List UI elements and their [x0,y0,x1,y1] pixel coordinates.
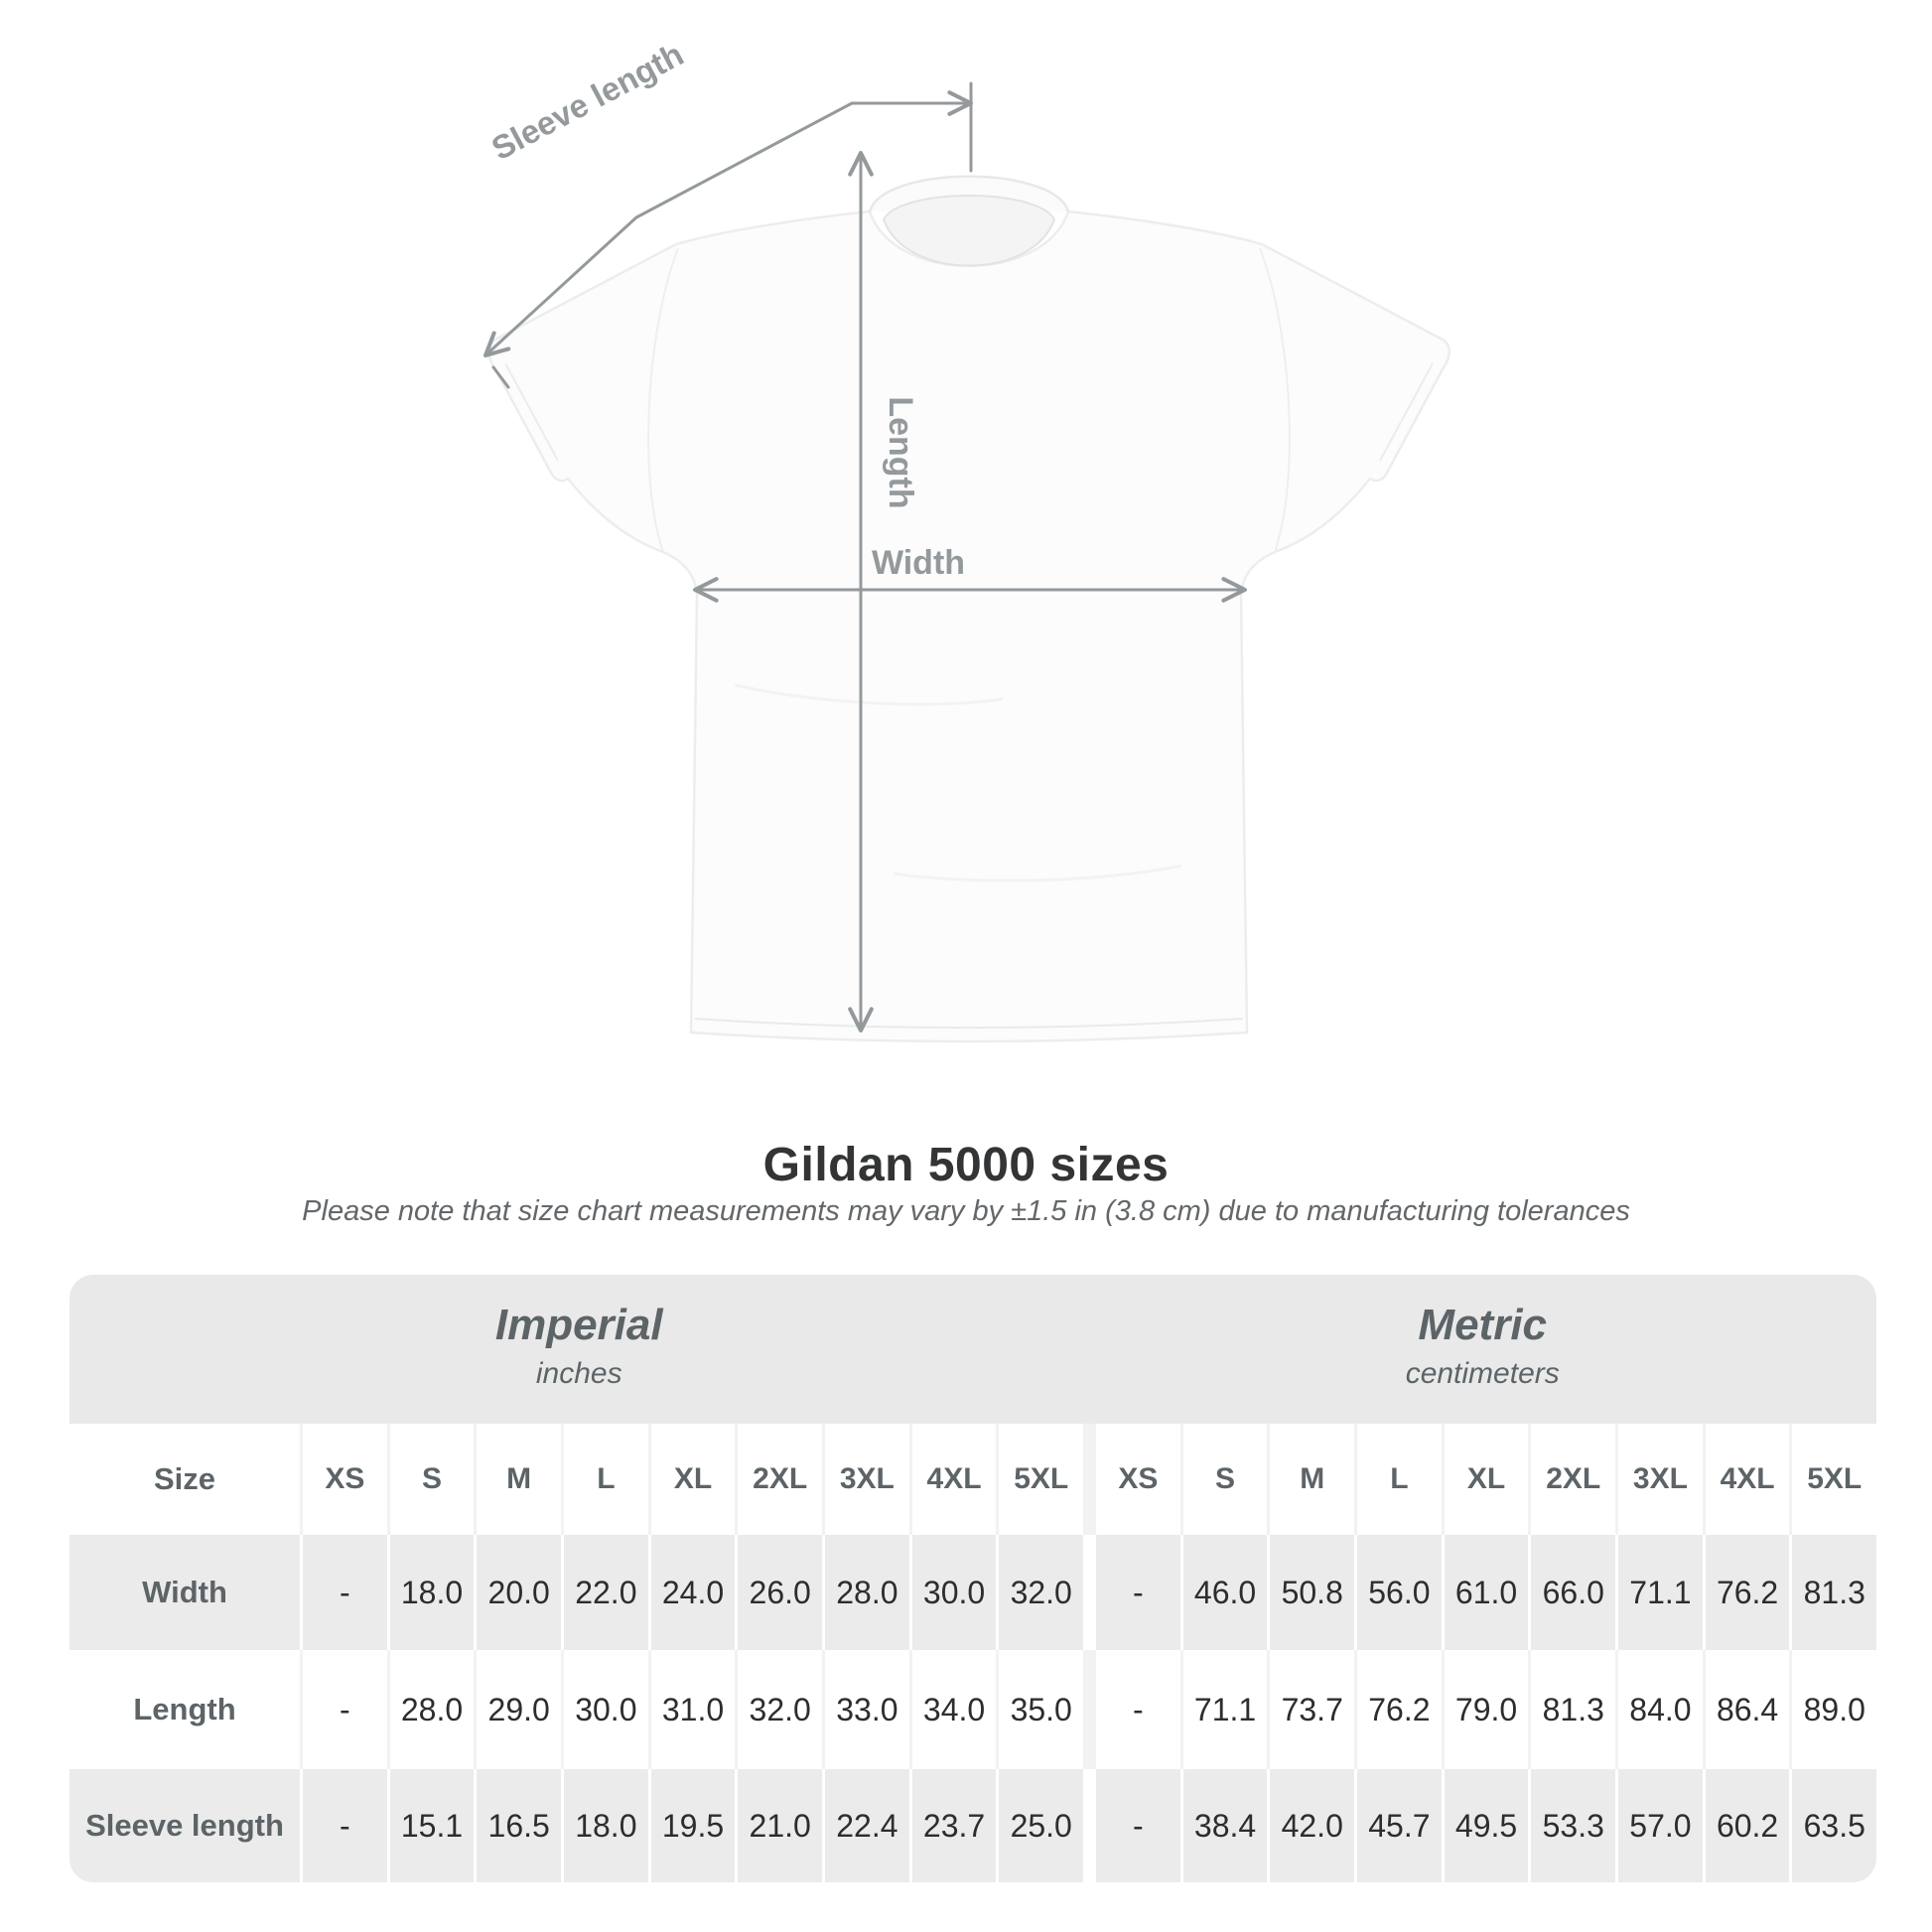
value-cell: 50.8 [1267,1535,1354,1650]
size-table [69,1275,1876,1882]
tshirt-illustration [488,177,1449,1041]
value-cell: 16.5 [474,1769,561,1882]
size-corner-label: Size [153,1461,216,1496]
value-cell: 22.4 [822,1769,909,1882]
value-cell: 57.0 [1615,1769,1703,1882]
size-header-cell: S [387,1424,475,1535]
value-cell: 35.0 [996,1650,1083,1769]
imperial-label: Imperial [494,1301,663,1349]
row-label: Sleeve length [69,1769,300,1882]
page-title: Gildan 5000 sizes [762,1139,1170,1191]
value-cell: 38.4 [1180,1769,1268,1882]
value-cell: 71.1 [1180,1650,1268,1769]
value-cell: 71.1 [1615,1535,1703,1650]
value-cell: 30.0 [561,1650,648,1769]
size-header-cell: M [1267,1424,1354,1535]
value-cell: 32.0 [996,1535,1083,1650]
size-header-cell: M [474,1424,561,1535]
value-cell: 22.0 [561,1535,648,1650]
value-cell: 86.4 [1703,1650,1790,1769]
size-header-cell: 3XL [822,1424,909,1535]
imperial-unit-label: inches [535,1357,622,1390]
value-cell: 24.0 [648,1535,736,1650]
value-cell: 84.0 [1615,1650,1703,1769]
value-cell: 76.2 [1703,1535,1790,1650]
value-cell: 15.1 [387,1769,475,1882]
value-cell: 19.5 [648,1769,736,1882]
size-header-cell: XL [1442,1424,1529,1535]
value-cell: 28.0 [387,1650,475,1769]
value-cell: 23.7 [909,1769,997,1882]
imperial-header [69,1301,1088,1394]
value-cell: 34.0 [909,1650,997,1769]
row-label: Width [69,1535,300,1650]
value-cell: - [300,1535,387,1650]
size-header-cell: 2XL [1528,1424,1615,1535]
size-table-body [69,1424,1876,1882]
width-label: Width [871,544,966,582]
value-cell: 32.0 [735,1650,822,1769]
size-header-cell: XS [300,1424,387,1535]
value-cell: 18.0 [387,1535,475,1650]
table-row [69,1535,1876,1650]
metric-unit-label: centimeters [1405,1357,1560,1390]
value-cell: - [300,1769,387,1882]
sleeve-length-label: Sleeve length [484,35,690,168]
value-cell: 30.0 [909,1535,997,1650]
unit-header-band [69,1275,1876,1424]
value-cell: 33.0 [822,1650,909,1769]
size-header-cell: L [561,1424,648,1535]
value-cell: 89.0 [1789,1650,1876,1769]
value-cell: 63.5 [1789,1769,1876,1882]
size-header-cell: 4XL [1703,1424,1790,1535]
value-cell: 66.0 [1528,1535,1615,1650]
size-header-cell: XS [1083,1424,1180,1535]
value-cell: 21.0 [735,1769,822,1882]
value-cell: 73.7 [1267,1650,1354,1769]
value-cell: 25.0 [996,1769,1083,1882]
size-header-cell: 4XL [909,1424,997,1535]
value-cell: - [1083,1769,1180,1882]
value-cell: 61.0 [1442,1535,1529,1650]
value-cell: 49.5 [1442,1769,1529,1882]
value-cell: 31.0 [648,1650,736,1769]
value-cell: 46.0 [1180,1535,1268,1650]
value-cell: 26.0 [735,1535,822,1650]
value-cell: 18.0 [561,1769,648,1882]
metric-label: Metric [1418,1301,1548,1349]
size-header-cell: 2XL [735,1424,822,1535]
table-row [69,1424,1876,1535]
value-cell: 76.2 [1354,1650,1442,1769]
value-cell: 42.0 [1267,1769,1354,1882]
size-header-cell: 5XL [1789,1424,1876,1535]
table-row [69,1650,1876,1769]
size-header-cell: L [1354,1424,1442,1535]
value-cell: - [300,1650,387,1769]
value-cell: 79.0 [1442,1650,1529,1769]
value-cell: 45.7 [1354,1769,1442,1882]
value-cell: 81.3 [1528,1650,1615,1769]
size-header-cell: XL [648,1424,736,1535]
length-label: Length [882,396,919,509]
value-cell: 56.0 [1354,1535,1442,1650]
table-row [69,1769,1876,1882]
size-header-cell: 5XL [996,1424,1083,1535]
value-cell: 20.0 [474,1535,561,1650]
value-cell: 29.0 [474,1650,561,1769]
value-cell: - [1083,1650,1180,1769]
value-cell: 28.0 [822,1535,909,1650]
metric-header [1088,1301,1876,1394]
value-cell: 81.3 [1789,1535,1876,1650]
size-header-cell: S [1180,1424,1268,1535]
value-cell: 60.2 [1703,1769,1790,1882]
size-header-cell: 3XL [1615,1424,1703,1535]
row-label: Length [133,1692,236,1726]
value-cell: - [1083,1535,1180,1650]
page-subtitle: Please note that size chart measurements may vary by ±1.5 in (3.8 cm) due to manufacturing tolerances [302,1195,1630,1227]
value-cell: 53.3 [1528,1769,1615,1882]
